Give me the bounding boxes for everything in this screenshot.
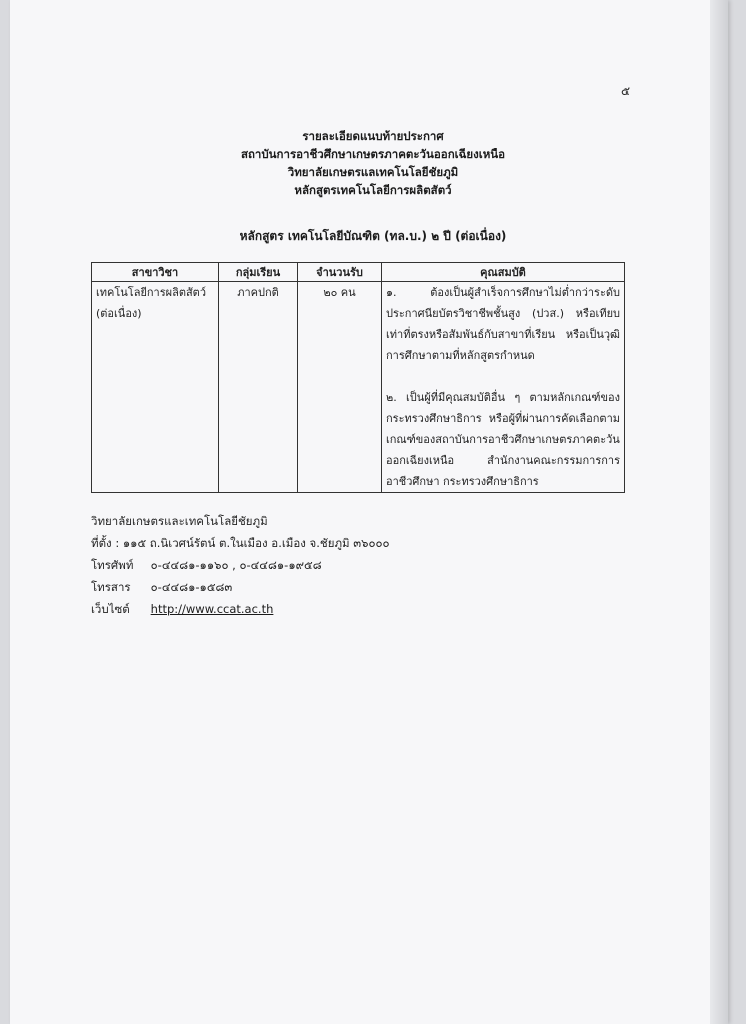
curriculum-name: หลักสูตรเทคโนโลยีการผลิตสัตว์ [294, 183, 452, 197]
table-row [92, 282, 625, 493]
phone-value: ๐-๔๔๘๑-๑๑๖๐ , ๐-๔๔๘๑-๑๙๕๘ [150, 558, 322, 572]
table-header-row [92, 263, 625, 282]
college-name: วิทยาลัยเกษตรแลเทคโนโลยีชัยภูมิ [287, 165, 459, 179]
cell-group: ภาคปกติ [219, 282, 298, 493]
column-header-group: กลุ่มเรียน [219, 263, 298, 282]
contact-phone [91, 554, 390, 576]
contact-fax [91, 576, 390, 598]
column-header-qualification: คุณสมบัติ [382, 263, 625, 282]
page-number: ๕ [621, 84, 631, 98]
cell-quota: ๒๐ คน [298, 282, 382, 493]
cell-major: เทคโนโลยีการผลิตสัตว์ (ต่อเนื่อง) [92, 282, 219, 493]
program-title: หลักสูตร เทคโนโลยีบัณฑิต (ทล.บ.) ๒ ปี (ต่อเนื่อง) [239, 229, 507, 243]
contact-info [91, 510, 390, 620]
fax-value: ๐-๔๔๘๑-๑๕๘๓ [150, 580, 233, 594]
qualification-item-1: ๑. ต้องเป็นผู้สำเร็จการศึกษาไม่ต่ำกว่าระดับประกาศนียบัตรวิชาชีพชั้นสูง (ปวส.) หรือเทียบเท่าที่ตรงหรือสัมพันธ์กับสาขาที่เรียน หรือเป็นวุฒิการศึกษาตามที่หลักสูตรกำหนด [386, 286, 620, 362]
institute-name: สถาบันการอาชีวศึกษาเกษตรภาคตะวันออกเฉียงเหนือ [240, 147, 506, 161]
qualification-item-2: ๒. เป็นผู้ที่มีคุณสมบัติอื่น ๆ ตามหลักเกณฑ์ของกระทรวงศึกษาธิการ หรือผู้ที่ผ่านการคัดเลือกตามเกณฑ์ของสถาบันการอาชีวศึกษาเกษตรภาคตะวันออกเฉียงเหนือ สำนักงานคณะกรรมการการอาชีวศึกษา กระทรวงศึกษาธิการ [386, 391, 620, 488]
contact-website [91, 598, 390, 620]
website-link[interactable]: http://www.ccat.ac.th [150, 602, 274, 616]
column-header-major: สาขาวิชา [92, 263, 219, 282]
website-label: เว็บไซต์ [91, 602, 130, 616]
column-header-quota: จำนวนรับ [298, 263, 382, 282]
cell-qualification [382, 282, 625, 493]
contact-college: วิทยาลัยเกษตรและเทคโนโลยีชัยภูมิ [91, 514, 268, 528]
contact-address: ที่ตั้ง : ๑๑๕ ถ.นิเวศน์รัตน์ ต.ในเมือง อ.เมือง จ.ชัยภูมิ ๓๖๐๐๐ [91, 536, 390, 550]
phone-label: โทรศัพท์ [91, 558, 134, 572]
announcement-title: รายละเอียดแนบท้ายประกาศ [302, 129, 444, 143]
fax-label: โทรสาร [91, 580, 131, 594]
requirements-table [91, 262, 625, 493]
